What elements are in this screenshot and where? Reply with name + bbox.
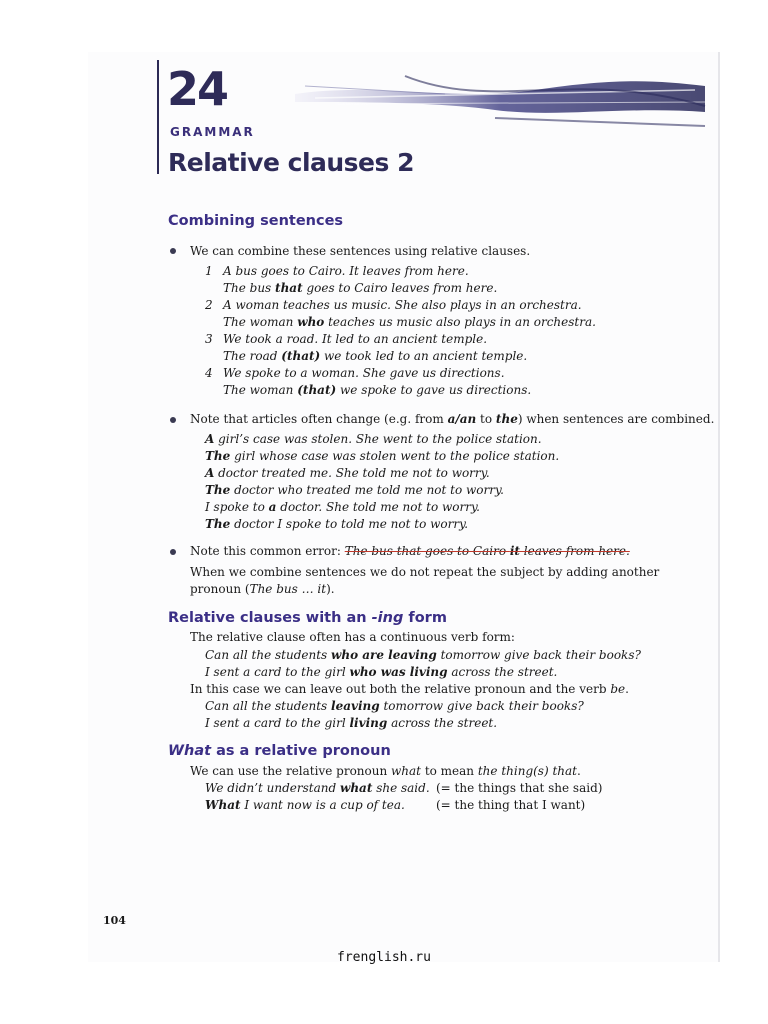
section-heading-ing-form: Relative clauses with an -ing form bbox=[168, 610, 447, 626]
example-line: A doctor treated me. She told me not to worry. bbox=[205, 466, 490, 480]
example-line: The woman who teaches us music also plays in an orchestra. bbox=[223, 315, 596, 329]
page-number: 104 bbox=[103, 914, 126, 927]
example-line: The road (that) we took led to an ancient temple. bbox=[223, 349, 528, 363]
body-text: The relative clause often has a continuous verb form: bbox=[190, 630, 515, 644]
example-line: 2 A woman teaches us music. She also plays in an orchestra. bbox=[205, 298, 582, 312]
bullet-text: Note this common error: The bus that goes to Cairo it leaves from here. bbox=[190, 544, 630, 558]
decorative-banner bbox=[295, 72, 710, 130]
example-line: Can all the students leaving tomorrow give back their books? bbox=[205, 699, 584, 713]
section-heading-combining: Combining sentences bbox=[168, 213, 344, 229]
footer-watermark: frenglish.ru bbox=[337, 950, 431, 965]
bullet-text: We can combine these sentences using relative clauses. bbox=[190, 244, 531, 258]
example-line: I sent a card to the girl living across the street. bbox=[205, 716, 498, 730]
bullet-icon bbox=[170, 417, 176, 423]
bullet-text: Note that articles often change (e.g. from a/an to the) when sentences are combined. bbox=[190, 412, 715, 426]
gloss-text: (= the things that she said) bbox=[436, 781, 603, 795]
body-text: pronoun (The bus … it). bbox=[190, 582, 335, 596]
example-line: We didn’t understand what she said. bbox=[205, 781, 430, 795]
bullet-icon bbox=[170, 549, 176, 555]
example-line: The doctor who treated me told me not to worry. bbox=[205, 483, 504, 497]
bullet-icon bbox=[170, 248, 176, 254]
example-line: A girl’s case was stolen. She went to the police station. bbox=[205, 432, 542, 446]
example-line: What I want now is a cup of tea. bbox=[205, 798, 405, 812]
body-text: In this case we can leave out both the relative pronoun and the verb be. bbox=[190, 682, 629, 696]
example-line: 3 We took a road. It led to an ancient temple. bbox=[205, 332, 488, 346]
example-line: The woman (that) we spoke to gave us directions. bbox=[223, 383, 532, 397]
example-line: 4 We spoke to a woman. She gave us directions. bbox=[205, 366, 505, 380]
body-text: When we combine sentences we do not repeat the subject by adding another bbox=[190, 565, 660, 579]
example-line: Can all the students who are leaving tomorrow give back their books? bbox=[205, 648, 641, 662]
page-title: Relative clauses 2 bbox=[168, 148, 414, 177]
body-text: We can use the relative pronoun what to mean the thing(s) that. bbox=[190, 764, 581, 778]
example-line: I spoke to a doctor. She told me not to worry. bbox=[205, 500, 480, 514]
example-line: I sent a card to the girl who was living across the street. bbox=[205, 665, 558, 679]
example-line: The doctor I spoke to told me not to worry. bbox=[205, 517, 469, 531]
unit-divider bbox=[157, 60, 159, 174]
example-line: The bus that goes to Cairo leaves from here. bbox=[223, 281, 498, 295]
section-heading-what: What as a relative pronoun bbox=[168, 743, 391, 759]
example-line: The girl whose case was stolen went to the police station. bbox=[205, 449, 560, 463]
unit-number: 24 bbox=[167, 62, 228, 116]
example-line: 1 A bus goes to Cairo. It leaves from here. bbox=[205, 264, 469, 278]
gloss-text: (= the thing that I want) bbox=[436, 798, 586, 812]
section-label: GRAMMAR bbox=[170, 125, 255, 139]
